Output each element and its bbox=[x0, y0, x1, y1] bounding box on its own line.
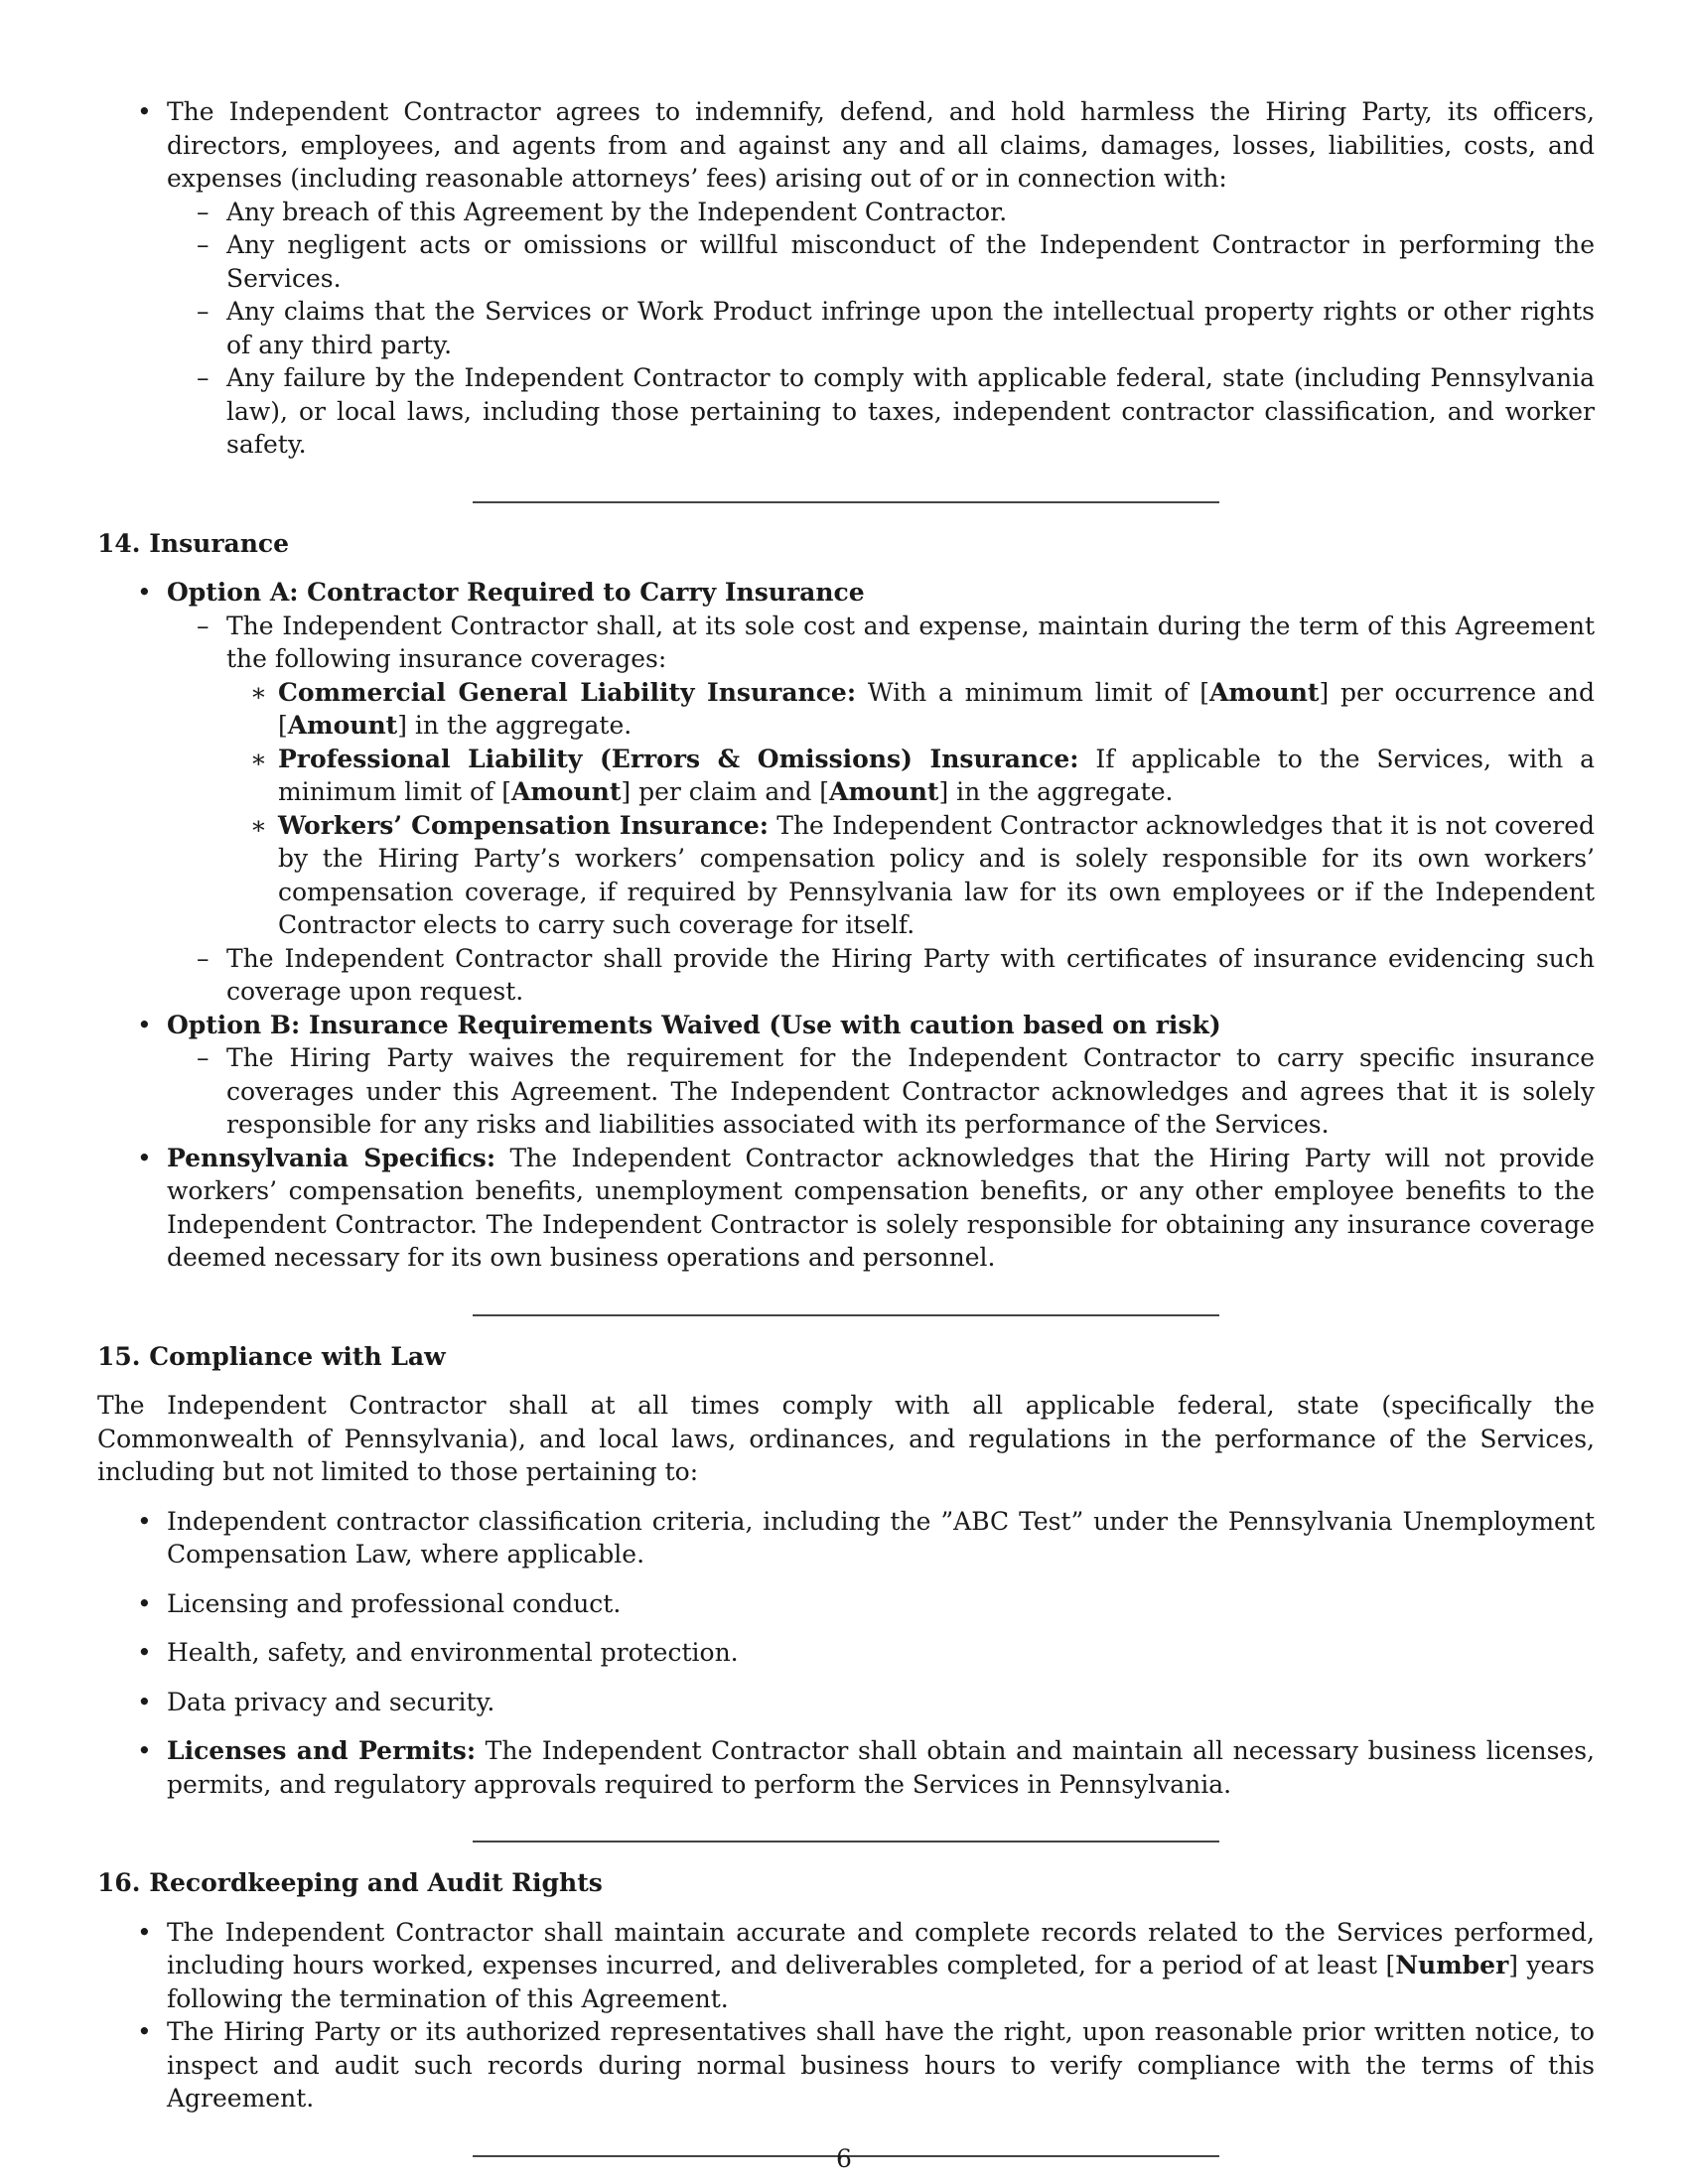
cgl-label: Commercial General Liability Insurance: bbox=[278, 677, 857, 707]
section-heading-insurance: 14. Insurance bbox=[97, 528, 289, 558]
indemnification-intro: The Independent Contractor agrees to indemnify, defend, and hold harmless the Hiring Party, its officers, directors, employees, and agents from and against any and all claims, damages, losses, liabilities, costs, and expenses (including reasonable attorneys’ fees) arising out of or in connection with: bbox=[167, 97, 1595, 193]
indemnification-subitem: – Any failure by the Independent Contractor to comply with applicable federal, state (including Pennsylvania law), or local laws, including those pertaining to taxes, independent contractor classification, and worker safety. bbox=[226, 361, 1595, 462]
coverage-item-professional bbox=[278, 743, 1595, 809]
compliance-item: • Health, safety, and environmental protection. bbox=[167, 1636, 1595, 1670]
insurance-list bbox=[97, 576, 1595, 1275]
page-number: 6 bbox=[836, 2144, 852, 2173]
coverage-list bbox=[226, 676, 1595, 942]
amount-placeholder: Amount bbox=[829, 777, 939, 806]
indemnification-subitem: – Any claims that the Services or Work Product infringe upon the intellectual property rights or other rights of any third party. bbox=[226, 295, 1595, 361]
certificates-item: – The Independent Contractor shall provide the Hiring Party with certificates of insurance evidencing such coverage upon request. bbox=[226, 942, 1595, 1009]
option-b-title: Option B: Insurance Requirements Waived (Use with caution based on risk) bbox=[167, 1010, 1221, 1039]
indemnification-sublist bbox=[167, 196, 1595, 462]
recordkeeping-item bbox=[167, 1916, 1595, 2016]
indemnification-subitem: – Any breach of this Agreement by the Independent Contractor. bbox=[226, 196, 1595, 229]
professional-label: Professional Liability (Errors & Omissions) Insurance: bbox=[278, 744, 1079, 773]
licenses-text: The Independent Contractor shall obtain and maintain all necessary business licenses, permits, and regulatory approvals required to perform the Services in Pennsylvania. bbox=[167, 1736, 1595, 1799]
amount-placeholder: Amount bbox=[1209, 677, 1320, 707]
amount-placeholder: Amount bbox=[287, 711, 398, 740]
option-a-sublist bbox=[167, 610, 1595, 1009]
pa-specifics-label: Pennsylvania Specifics: bbox=[167, 1143, 496, 1172]
option-b-sublist bbox=[167, 1041, 1595, 1142]
compliance-list bbox=[97, 1505, 1595, 1802]
section-heading-compliance: 15. Compliance with Law bbox=[97, 1341, 446, 1371]
recordkeeping-text: ] years following the termination of this Agreement. bbox=[167, 1951, 1595, 2013]
professional-text: ] in the aggregate. bbox=[938, 777, 1174, 806]
compliance-item: • Licensing and professional conduct. bbox=[167, 1587, 1595, 1621]
amount-placeholder: Amount bbox=[510, 777, 622, 806]
recordkeeping-text: The Independent Contractor shall maintain accurate and complete records related to the Services performed, including hours worked, expenses incurred, and deliverables completed, for a period of at least [ bbox=[167, 1917, 1595, 1979]
indemnification-list bbox=[97, 95, 1595, 462]
cgl-text: With a minimum limit of [ bbox=[856, 677, 1210, 707]
option-a-intro-text: The Independent Contractor shall, at its sole cost and expense, maintain during the term of this Agreement the following insurance coverages: bbox=[226, 611, 1595, 673]
indemnification-item bbox=[167, 95, 1595, 462]
recordkeeping-list bbox=[97, 1916, 1595, 2116]
compliance-item: • Data privacy and security. bbox=[167, 1686, 1595, 1719]
document-page bbox=[97, 95, 1595, 2157]
cgl-text: ] in the aggregate. bbox=[397, 711, 633, 740]
option-a-intro bbox=[226, 610, 1595, 942]
cgl-text: ] per occurrence and [ bbox=[278, 677, 1595, 740]
licenses-label: Licenses and Permits: bbox=[167, 1736, 477, 1765]
section-heading-recordkeeping: 16. Recordkeeping and Audit Rights bbox=[97, 1868, 603, 1897]
professional-text: ] per claim and [ bbox=[621, 777, 830, 806]
compliance-intro: The Independent Contractor shall at all times comply with all applicable federal, state (specifically the Commonwealth of Pennsylvania), and local laws, ordinances, and regulations in the performance of the Services, including but not limited to those pertaining to: bbox=[97, 1391, 1595, 1486]
professional-text: If applicable to the Services, with a minimum limit of [ bbox=[278, 744, 1595, 806]
pennsylvania-specifics bbox=[167, 1142, 1595, 1275]
compliance-item: • Independent contractor classification criteria, including the ”ABC Test” under the Pennsylvania Unemployment Compensation Law, where applicable. bbox=[167, 1505, 1595, 1571]
coverage-item-workers-comp bbox=[278, 809, 1595, 942]
workers-comp-label: Workers’ Compensation Insurance: bbox=[278, 810, 769, 840]
indemnification-subitem: – Any negligent acts or omissions or willful misconduct of the Independent Contractor in performing the Services. bbox=[226, 228, 1595, 295]
pa-specifics-text: The Independent Contractor acknowledges that the Hiring Party will not provide workers’ compensation benefits, unemployment compensation benefits, or any other employee benefits to the Independent Contractor. The Independent Contractor is solely responsible for obtaining any insurance coverage deemed necessary for its own business operations and personnel. bbox=[167, 1143, 1595, 1272]
coverage-item-cgl bbox=[278, 676, 1595, 743]
compliance-item-licenses bbox=[167, 1734, 1595, 1801]
insurance-option-b bbox=[167, 1009, 1595, 1142]
number-placeholder: Number bbox=[1395, 1951, 1509, 1979]
audit-item: • The Hiring Party or its authorized representatives shall have the right, upon reasonable prior written notice, to inspect and audit such records during normal business hours to verify compliance with the terms of this Agreement. bbox=[167, 2015, 1595, 2116]
option-b-text: – The Hiring Party waives the requirement for the Independent Contractor to carry specific insurance coverages under this Agreement. The Independent Contractor acknowledges and agrees that it is solely responsible for any risks and liabilities associated with its performance of the Services. bbox=[226, 1041, 1595, 1142]
option-a-title: Option A: Contractor Required to Carry Insurance bbox=[167, 578, 865, 607]
insurance-option-a bbox=[167, 576, 1595, 1009]
workers-comp-text: The Independent Contractor acknowledges that it is not covered by the Hiring Party’s workers’ compensation policy and is solely responsible for its own workers’ compensation coverage, if required by Pennsylvania law for its own employees or if the Independent Contractor elects to carry such coverage for itself. bbox=[278, 810, 1596, 939]
